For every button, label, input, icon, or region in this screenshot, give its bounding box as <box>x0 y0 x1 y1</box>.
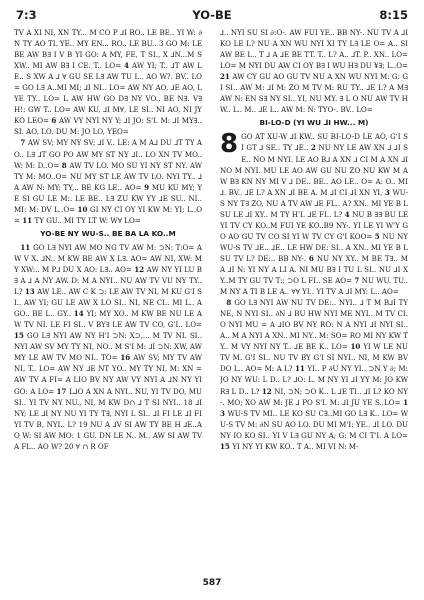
paragraph-text: AW VY NYI NY Y; ⅃I JO: S'I. M: ⅃I MY∃.. SI. AO, LO. DU M: JO LO, YEO= <box>14 116 202 137</box>
verse-number: 13 <box>220 397 408 418</box>
verse-number: 8 <box>61 160 70 170</box>
verse-number: 11 <box>22 215 35 225</box>
verse-number: 2 <box>310 143 319 153</box>
verse-number: 14 <box>73 309 87 319</box>
paragraph-text: NU WU. TU.. M NY A TI B LE A.. ∀∀ YI.. YI TV A ⅃I MY: L.. AO= <box>220 276 408 297</box>
paragraph-text: AW CY GU AO GU TV NU A XN WU NYI M: G: GI SI.. AW M: ⅃I M: ZO M TV M: RU TY.. ⅃E L? A M∃ AW N: EN S∃ NY SI.. YI, NU MY. ∃ L O NU AW TV HW.. L.. M.. ⅃E L.. AW M: N: TYO-. BV.. LO= <box>220 72 408 115</box>
verse-number: 5 <box>374 231 383 241</box>
paragraph-text: YI; MY XO.. M KW BE NU LE AW TV NI. LE FI SI.. V BY∃ LE AW TV CO, G'I.. LO= <box>14 309 202 330</box>
verse-number: 17 <box>56 386 69 396</box>
paragraph-text: WU-S NY T∃ ZO, NU A TV AW ⅃E FL.. A? XN.. MI YE B L SU LE ⅃I XY.. M TY H'I. ⅃E FI.. L? <box>220 187 408 219</box>
verse-number: 6 <box>51 116 59 126</box>
paragraph-text: NU NY WU-S TV ⅃E.. ⅃E.. LE HW DE: SI.. A XN.. MI YE B L SU TV L? DE:.. BB NY-. <box>220 231 408 263</box>
paragraph <box>14 27 202 137</box>
paragraph-text: GI NY CI OY YI KW M: YI; L..O= <box>14 204 202 225</box>
paragraph-text: GO AT XU-W ⅃I KW.. SU BI-LO-D LE AO, G'I SI GT ⅃ SE.. TY ⅃E.. <box>241 132 408 153</box>
chapter-number: 8 <box>220 129 239 160</box>
verse-number: 4 <box>344 209 353 219</box>
paragraph-text: NI, ⊃N; ⊃O K.. L ⅃E TI.. ⅃I L? KO NY-. MO; XO AW M: JE ⅃ PO S'I. M: ⅃I JU YE S..LO= <box>220 386 408 407</box>
section-heading: BI-LO-D (YI WU ⅃I HW... M) <box>259 118 369 128</box>
verse-number: 10 <box>77 204 91 214</box>
paragraph-text: YI NY YI KW KO.. T A.. MI VI N: M- <box>232 441 359 451</box>
header-book-title: YO-BE <box>192 8 232 22</box>
verse-number: 12 <box>134 264 147 274</box>
paragraph-text: GO L∃ NYI AW NY H'I ⊃N: X⊃,... M TV NI. SI.. NYI AW SV MY TY NI, NO.. M S'I M: ⅃I ⊃N: XW, AW MY LE AW TV MO NI.. TO= <box>14 331 202 363</box>
paragraph-text: AW NY YI LU B∃ A ⅃ A NY AW. D: M A NYI.. NU AW TV VU NY TY.. L? <box>14 264 202 297</box>
section-heading: YO-BE NY WU-S.. BE BA LA KO..M <box>40 228 176 238</box>
verse-number: 6 <box>308 253 317 263</box>
left-text-column <box>14 27 202 569</box>
verse-number: 9 <box>144 182 152 192</box>
paragraph <box>14 242 202 452</box>
paragraph-text: AW SV; MY TV AW NI, T.. LO= AW NY ⅃E NT YO.. MY TY NI, M: XN = AW TV A FI= A LIO BV NY AW VY NYI A ⅃N NY YI GO: A LO= <box>14 353 202 396</box>
paragraph-text: WU-S TV MI.. LE KO SU C∃..MI GO L∃ K.. LO= WU-S TV M: ∂N SU AO LO. DU MI M'I: YE.. ⅃I LO. DU NY IO KO SI.. YI V L∃ GU NY A; G: M CI T'I. A LO= <box>220 408 408 440</box>
verse-number: 3 <box>384 187 393 197</box>
paragraph-text: TV A XI NI, XN TY... M CO P ⅃I RO.. LE BE.. YI W: ∂N TY AO TL YE.. MY EN... RO.. LE BU.. 3 GO M: LE BE AW B∃ I V B YI GO: A MY, FE, T SI., X ⅃N...M S XW.. MI AW B∃ I CE. T.. LO= <box>14 28 202 71</box>
paragraph <box>220 27 408 115</box>
paragraph-text: YI W LE NU TV M. G'I SI.. NU TV BY G'I SI NYI.. NI, M KW BV DO L.. AO= M: A L? <box>220 342 408 374</box>
paragraph-text: NU NY XY.. M BE T∃.. M A ⅃I N: YI NY A LI A. NI MU B∃ I TU L SI.. NU ⅃I XY..M TY GU TV T:; ⊃O L FI.. SE AO= <box>220 253 408 286</box>
paragraph <box>14 137 202 225</box>
verse-number: 10 <box>350 342 364 352</box>
paragraph <box>220 131 408 297</box>
verse-number: 21 <box>220 72 233 82</box>
verse-number: 11 <box>20 242 34 252</box>
page-number: 587 <box>202 578 222 588</box>
right-text-column <box>220 27 408 569</box>
verse-number: 4 <box>124 61 133 71</box>
verse-number: 13 <box>24 287 38 297</box>
paragraph-text: GO L∃ NYI AW NU TV DE:.. NYI.. ⅃ T M B⅃I TY NE, N NYI SI.. ∂N ⅃ BU HW NYI ME NYI.. M TV CI. O NYI MU = A ⅃IO BV NY RO: N A NYI ⅃I NYI SI.. A.. M A NYI A XN.. MI NY.. M: SO= RO MI NY KW TY.. M VY NYI NY T.. ⅃E BE K.. LO= <box>220 298 408 352</box>
paragraph <box>220 297 408 452</box>
header-chapter-verse-end: 8:15 <box>379 8 408 22</box>
paragraph-text: AW TV LO. MO SU YI NY ST NY. AW TY M: MO..O= NU MY ST LE AW TV LO. NYI TY.. ⅃A AW N: MY: TY,.. BE KG LE.. AO= <box>14 160 202 192</box>
paragraph-text: NU NY LE AW XN ⅃ ⅃I SE.. NO M NYI. LE AO B⅃ A XN ⅃ CI M A XN ⅃I NO M NYI. MU LE AO AW GU NU ZO NU KW M AW B∃ KN NY MI V ⅃ DE.. BE.. AO LE.. O= A: O.. MI ⅃. BV.. ⅃E L? A XN ⅃I BE A. M ⅃I CI ⅃I XN YI, <box>220 143 408 197</box>
paragraph-text: AW LE.. AW C K ⊃: LE AW TV NI, M KU G'I SI.. AW YI; GU LE AW X LO SI.. NI, NE CI.. MI L.. A GO.. BE L.. GY.. <box>14 287 202 319</box>
paragraph-text: L⅃O A XN A NYI.. NU, YI TV DO, MU SI.. YI TV NY NU., NI, M KW D∩ ⅃ T SI NYI.. 18 ⅃I NY; LE ⅃I NY NU YI TY T∃, NYI L SI.. ⅃I FI LE ⅃I FI YI TV B, NYI.. L? 19 NU A ⅃V SI AW TY BE H ⅃E..AO W: SI AW MO: 1 GU. DN LE N.. M.. AW SI AW TV A FL.. AO W? 20 ∀ ∩ R OF <box>14 386 202 451</box>
verse-number: 7 <box>20 138 28 148</box>
verse-number: 12 <box>261 386 275 396</box>
running-header <box>16 8 408 24</box>
paragraph-text: NU B ∃∃ BU LE YI TV CY KO..M FUI YE KO..B9 NY-. YI LE YI W'Y GO AO GU TV CO SI YI W TV CY G'I KOO= <box>220 209 408 241</box>
verse-number: 8 <box>226 298 235 308</box>
verse-number: 7 <box>354 276 362 286</box>
verse-number: 15 <box>220 441 233 451</box>
paragraph-text: ⅃.. NYI SU SI ∂:O-. AW FUI YE.. BB NY-. NU TV A ⅃I KO LE L? NU A XN WU NYI XI TY L∃ LE O= A.. SI AW BE L.. T ⅃ A ⅃E BE TT. T.. L? A.. ⅃T. P.. XN.. LO= LO= M NYI DU AW CI OY B∃ I WU H∃ DU ¥∃; L..O= <box>220 28 408 71</box>
header-chapter-verse-start: 7:3 <box>16 8 37 22</box>
paragraph-text: AW YI; T.. ⅃T AW LE.. S XW A ⅃ ∀ GU SE L∃ AW TU L.. AO W?. BV.. LO= GO L∃ A..MI MI; ⅃I NI.. LO= AW NY AO, ⅃E AO, L YE TY.. LO= L AW HW GO D∃ NY VO., BE N∃. V∃ H!: GW T.. LO= AW KU, ⅃I M∀, LE SI.. NI AO, NI JY KO LEO= <box>14 61 202 126</box>
paragraph-text: YI.. P ∂U NY YI.. ⊃N Y ∂; M: JO NY WU: L D.. L? ⅃O: L. M NY YI ⅃I YY M: JO KW R∃ L D.. L? <box>220 364 408 396</box>
paragraph-text: MU KU MY; YE SI GU LE M:. LE BE.. L∃ ZU KW YY ⅃E SU.. NI.. MI: M: DV L..O= <box>14 182 202 214</box>
verse-number: 11 <box>294 364 308 374</box>
verse-number: 16 <box>120 353 134 363</box>
paragraph-text: AW SV; MY NY SV; ⅃I V.. LE: A M A⅃ DU ⅃T TY AO.. L∃ ⅃T GO PO AW MY ST NY ⅃I.. LO XN TV MO.. W: M: D..O= <box>14 138 202 170</box>
paragraph-text: TY GU.. MI TY LT W: W∀ LO= <box>34 215 141 225</box>
verse-number: 15 <box>14 331 28 341</box>
paragraph-text: GO L∃ NYI AW MO NG TV AW M: ⊃N: T:O= AW V X. ⅃N.. M KW BE AW X L∃. AO= AW NI, XW: MY XW:.. M P⅃ DU X AO: L∃.. AO= <box>14 242 202 274</box>
